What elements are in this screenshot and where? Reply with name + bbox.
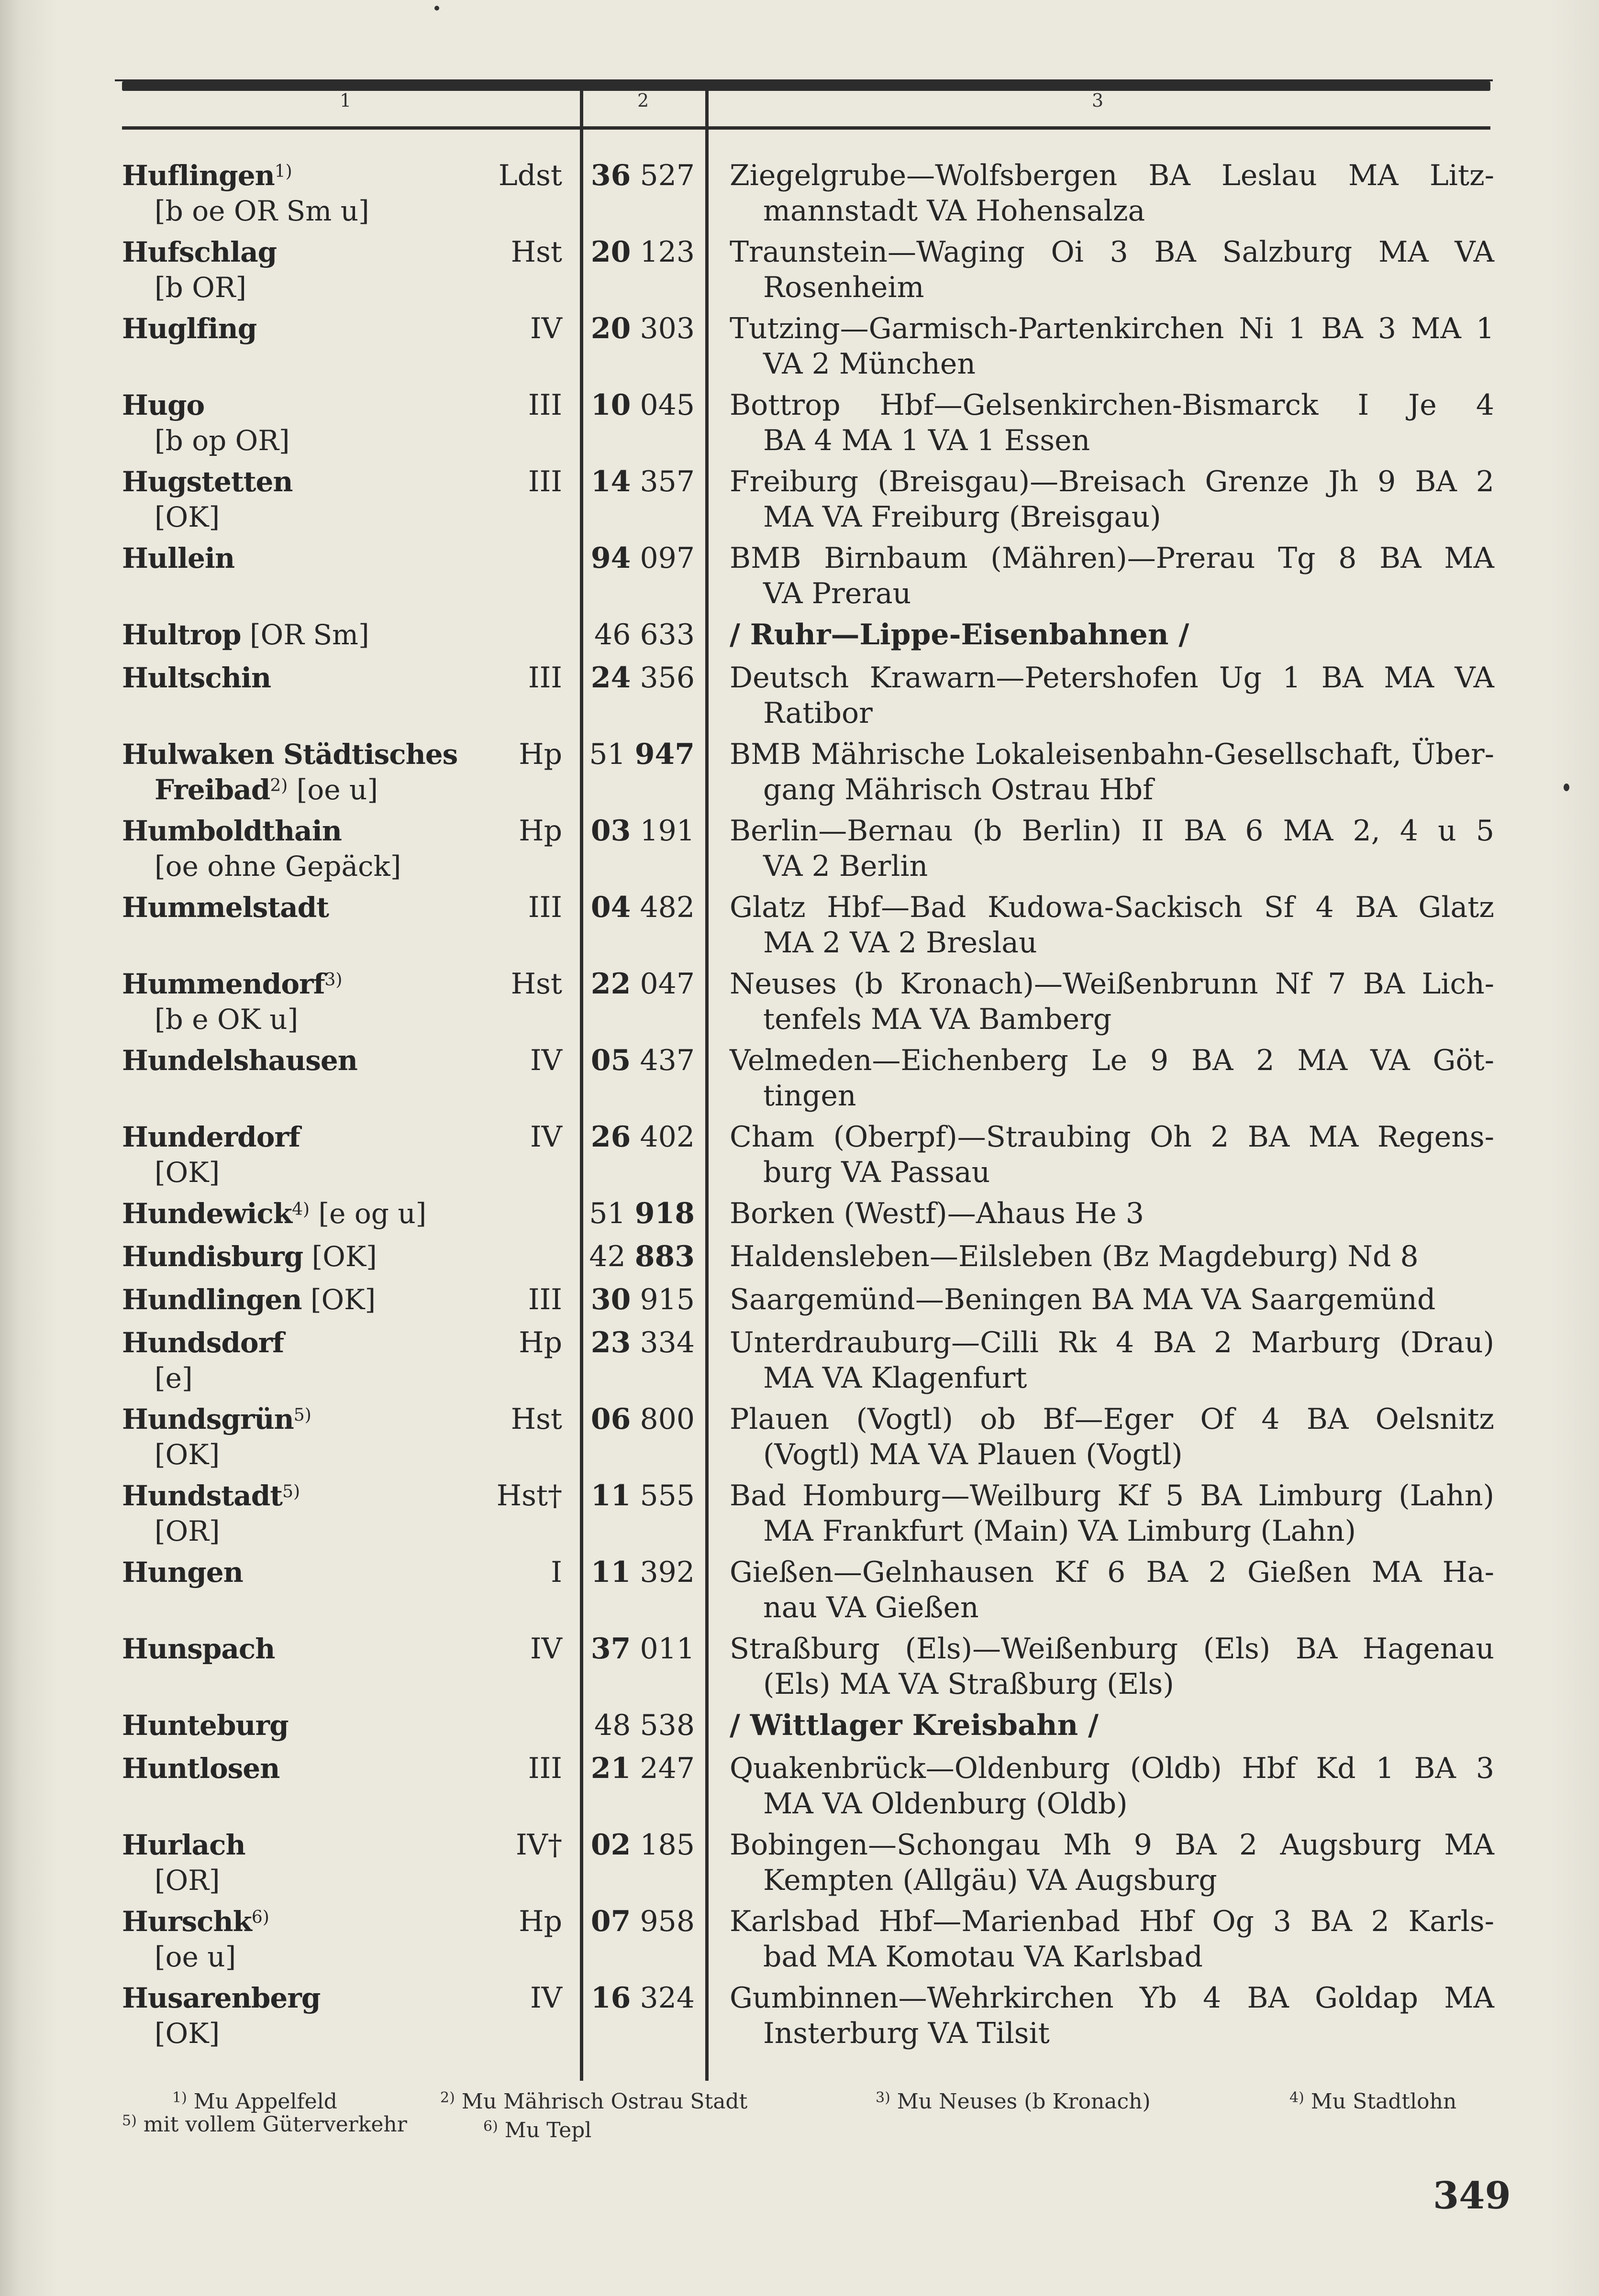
footnote-5: $^{5)}$ mit vollem Güterverkehr	[122, 2112, 407, 2137]
route-line-2: (Els) MA VA Straßburg (Els)	[763, 1667, 1174, 1701]
station-name: Huglfing	[122, 312, 257, 345]
station-number-suffix: 247	[640, 1752, 695, 1785]
station-name: Hugo	[122, 389, 205, 421]
station-number	[589, 1119, 695, 1155]
station-number-prefix: 20	[590, 312, 631, 345]
station-name: Hurlach	[122, 1829, 245, 1861]
route-line-1: Deutsch Krawarn—Petershofen Ug 1 BA MA VA	[730, 661, 1494, 695]
station-number-prefix: 04	[590, 891, 631, 924]
station-number-prefix: 24	[590, 661, 631, 695]
route-line-1: Haldensleben—Eilsleben (Bz Magdeburg) Nd 8	[730, 1240, 1419, 1273]
station-name-continued: Freibad	[155, 773, 270, 806]
route-description	[730, 464, 1494, 535]
station-remark: [oe ohne Gepäck]	[155, 850, 401, 883]
station-name-cell	[122, 1708, 533, 1743]
station-name-cell	[122, 617, 533, 652]
station-class: III	[528, 661, 562, 695]
station-remark: [oe u]	[155, 1941, 236, 1973]
route-description	[730, 1827, 1494, 1898]
route-description	[730, 660, 1494, 731]
page-number: 349	[1433, 2174, 1511, 2218]
route-description	[730, 1478, 1494, 1549]
station-number-suffix: 915	[640, 1283, 695, 1316]
station-number-prefix: 05	[590, 1044, 631, 1077]
route-line-2: MA VA Oldenburg (Oldb)	[763, 1787, 1128, 1821]
footnote-4: $^{4)}$ Mu Stadtlohn	[1289, 2089, 1457, 2114]
station-class: Hp	[519, 814, 562, 848]
station-remark: [e]	[155, 1362, 193, 1394]
station-name: Hummendorf	[122, 968, 325, 1000]
route-line-2: mannstadt VA Hohensalza	[763, 194, 1145, 228]
route-line-1: / Wittlager Kreisbahn /	[730, 1709, 1099, 1742]
route-line-1: Quakenbrück—Oldenburg (Oldb) Hbf Kd 1 BA 3	[730, 1752, 1494, 1785]
station-class: IV	[530, 1044, 562, 1077]
route-line-1: BMB Birnbaum (Mähren)—Prerau Tg 8 BA MA	[730, 541, 1494, 575]
station-name: Hurschk	[122, 1905, 252, 1938]
route-line-1: BMB Mährische Lokaleisenbahn-Gesellschaft, Über-	[730, 738, 1494, 771]
route-description	[730, 813, 1494, 884]
route-line-1: Bottrop Hbf—Gelsenkirchen-Bismarck I Je 4	[730, 388, 1494, 422]
station-number	[589, 1196, 695, 1231]
station-class: III	[528, 388, 562, 422]
station-name: Huntlosen	[122, 1752, 280, 1785]
route-line-1: Karlsbad Hbf—Marienbad Hbf Og 3 BA 2 Karls-	[730, 1905, 1494, 1938]
route-line-2: MA Frankfurt (Main) VA Limburg (Lahn)	[763, 1514, 1356, 1548]
route-line-1: Gießen—Gelnhausen Kf 6 BA 2 Gießen MA Ha-	[730, 1556, 1494, 1589]
station-number	[589, 234, 695, 270]
station-name: Hunteburg	[122, 1709, 289, 1742]
station-number	[589, 1751, 695, 1786]
route-line-2: MA VA Freiburg (Breisgau)	[763, 500, 1161, 534]
station-number	[589, 1631, 695, 1667]
station-number-prefix: 51	[589, 1197, 626, 1230]
route-line-1: Glatz Hbf—Bad Kudowa-Sackisch Sf 4 BA Glatz	[730, 891, 1494, 924]
route-description	[730, 387, 1494, 458]
station-name: Hundelshausen	[122, 1044, 357, 1077]
print-speck	[1564, 784, 1569, 791]
route-line-2: bad MA Komotau VA Karlsbad	[763, 1940, 1203, 1974]
route-description	[730, 158, 1494, 229]
station-number-suffix: 357	[640, 465, 695, 498]
station-number-suffix: 555	[640, 1479, 695, 1512]
station-number-suffix: 402	[640, 1120, 695, 1154]
station-remark: [b oe OR Sm u]	[155, 195, 369, 227]
station-remark: [OR]	[155, 1864, 220, 1897]
route-line-2: VA 2 Berlin	[763, 850, 928, 883]
station-name: Hullein	[122, 542, 235, 574]
station-class: III	[528, 1752, 562, 1785]
route-line-2: VA 2 München	[763, 347, 976, 381]
route-line-1: Velmeden—Eichenberg Le 9 BA 2 MA VA Göt-	[730, 1044, 1494, 1077]
route-line-2: MA VA Klagenfurt	[763, 1361, 1027, 1395]
station-number-suffix: 633	[640, 618, 695, 651]
station-number-prefix: 23	[590, 1326, 631, 1359]
route-description	[730, 1631, 1494, 1702]
station-number-prefix: 06	[590, 1402, 631, 1436]
route-line-1: Gumbinnen—Wehrkirchen Yb 4 BA Goldap MA	[730, 1981, 1494, 2015]
route-line-1: Berlin—Bernau (b Berlin) II BA 6 MA 2, 4 u 5	[730, 814, 1494, 848]
station-number-suffix: 324	[640, 1981, 695, 2015]
column-divider-1	[580, 91, 583, 2081]
station-number-suffix: 045	[640, 388, 695, 422]
station-remark: [OK]	[155, 2017, 220, 2050]
station-number-suffix: 800	[640, 1402, 695, 1436]
route-line-1: Plauen (Vogtl) ob Bf—Eger Of 4 BA Oelsnitz	[730, 1402, 1494, 1436]
station-number-prefix: 48	[594, 1709, 631, 1742]
station-number	[589, 1827, 695, 1863]
footnote-ref: 5)	[293, 1405, 311, 1425]
station-number	[589, 158, 695, 193]
station-number-prefix: 16	[590, 1981, 631, 2015]
station-number-prefix: 14	[590, 465, 631, 498]
footnote-ref: 1)	[274, 162, 292, 181]
station-remark: [OK]	[155, 501, 220, 533]
station-name: Hundlingen	[122, 1283, 302, 1316]
station-number-suffix: 947	[634, 738, 695, 771]
station-name: Hufschlag	[122, 236, 277, 268]
column-header-3: 3	[1092, 90, 1104, 111]
footnote-ref: 5)	[282, 1482, 300, 1501]
footnote-ref: 6)	[251, 1908, 269, 1927]
route-line-2: Rosenheim	[763, 271, 924, 304]
column-divider-2	[705, 91, 709, 2081]
station-name: Hundewick	[122, 1197, 292, 1230]
station-name-cell	[122, 1239, 533, 1274]
station-name: Hungen	[122, 1556, 243, 1589]
route-line-1: Unterdrauburg—Cilli Rk 4 BA 2 Marburg (Drau)	[730, 1326, 1494, 1359]
route-line-1: Borken (Westf)—Ahaus He 3	[730, 1197, 1144, 1230]
footnote-2: $^{2)}$ Mu Mährisch Ostrau Stadt	[440, 2089, 748, 2114]
station-number-prefix: 94	[590, 541, 631, 575]
station-class: Hst	[511, 1402, 562, 1436]
route-line-2: Kempten (Allgäu) VA Augsburg	[763, 1864, 1217, 1897]
route-description	[730, 1282, 1494, 1317]
station-number	[589, 1402, 695, 1437]
station-number-suffix: 303	[640, 312, 695, 345]
station-number	[589, 1282, 695, 1317]
station-number	[589, 1708, 695, 1743]
station-name-cell	[122, 541, 533, 576]
station-class: IV	[530, 1120, 562, 1154]
station-remark: [b op OR]	[155, 424, 290, 457]
route-line-1: Freiburg (Breisgau)—Breisach Grenze Jh 9 BA 2	[730, 465, 1494, 498]
route-line-1: / Ruhr—Lippe-Eisenbahnen /	[730, 618, 1189, 651]
route-description	[730, 966, 1494, 1037]
route-line-2: (Vogtl) MA VA Plauen (Vogtl)	[763, 1438, 1183, 1471]
station-remark: [OK]	[301, 1283, 376, 1316]
route-description	[730, 1043, 1494, 1114]
route-description	[730, 617, 1494, 652]
route-description	[730, 541, 1494, 611]
column-header-2: 2	[637, 90, 649, 111]
station-name: Hultrop	[122, 618, 241, 651]
station-class: I	[551, 1556, 562, 1589]
route-description	[730, 1555, 1494, 1625]
station-name: Hunspach	[122, 1633, 275, 1665]
station-class: IV	[530, 1981, 562, 2015]
route-line-1: Neuses (b Kronach)—Weißenbrunn Nf 7 BA Lich-	[730, 967, 1494, 1001]
station-number	[589, 1239, 695, 1274]
route-line-2: tenfels MA VA Bamberg	[763, 1003, 1112, 1036]
station-name: Hundsgrün	[122, 1403, 294, 1435]
station-name: Hundisburg	[122, 1240, 303, 1273]
station-number	[589, 311, 695, 346]
station-number-suffix: 538	[640, 1709, 695, 1742]
station-remark: [OK]	[303, 1240, 377, 1273]
station-number	[589, 1555, 695, 1590]
footnote-3: $^{3)}$ Mu Neuses (b Kronach)	[876, 2089, 1151, 2114]
station-number-prefix: 10	[590, 388, 631, 422]
station-number-suffix: 958	[640, 1905, 695, 1938]
route-description	[730, 1119, 1494, 1190]
station-number-suffix: 191	[640, 814, 695, 848]
route-line-1: Traunstein—Waging Oi 3 BA Salzburg MA VA	[730, 235, 1494, 269]
route-line-1: Bobingen—Schongau Mh 9 BA 2 Augsburg MA	[730, 1828, 1494, 1862]
station-remark: [OR Sm]	[241, 618, 369, 651]
station-number-suffix: 918	[634, 1197, 695, 1230]
station-name: Hundstadt	[122, 1479, 283, 1512]
station-name-cell	[122, 1196, 533, 1231]
station-number-suffix: 482	[640, 891, 695, 924]
route-line-2: burg VA Passau	[763, 1156, 990, 1189]
station-number	[589, 541, 695, 576]
route-description	[730, 1980, 1494, 2051]
route-description	[730, 1196, 1494, 1231]
route-description	[730, 890, 1494, 960]
station-class: Hp	[519, 1326, 562, 1359]
station-name: Husarenberg	[122, 1982, 321, 2014]
station-remark: [b e OK u]	[155, 1003, 299, 1036]
station-number-suffix: 527	[640, 159, 695, 192]
station-number-prefix: 36	[590, 159, 631, 192]
route-line-2: VA Prerau	[763, 577, 911, 610]
station-number	[589, 1325, 695, 1360]
station-class: Hst†	[496, 1479, 562, 1512]
route-description	[730, 1239, 1494, 1274]
route-description	[730, 1708, 1494, 1743]
station-class: Hst	[511, 235, 562, 269]
station-number-prefix: 11	[590, 1479, 631, 1512]
station-remark: [OR]	[155, 1515, 220, 1547]
route-description	[730, 311, 1494, 382]
station-name: Hugstetten	[122, 465, 293, 498]
station-number	[589, 966, 695, 1002]
station-number-suffix: 097	[640, 541, 695, 575]
station-number-prefix: 26	[590, 1120, 631, 1154]
route-line-2: tingen	[763, 1079, 856, 1113]
station-name: Humboldthain	[122, 815, 342, 847]
station-class: III	[528, 465, 562, 498]
route-line-1: Bad Homburg—Weilburg Kf 5 BA Limburg (Lahn)	[730, 1479, 1494, 1512]
station-number	[589, 1904, 695, 1939]
route-description	[730, 737, 1494, 807]
station-number	[589, 464, 695, 499]
station-number-suffix: 123	[640, 235, 695, 269]
station-name: Hunderdorf	[122, 1121, 300, 1153]
station-number	[589, 1043, 695, 1078]
route-description	[730, 1325, 1494, 1396]
station-number	[589, 737, 695, 772]
footnote-1: $^{1)}$ Mu Appelfeld	[172, 2089, 337, 2114]
station-class: IV	[530, 312, 562, 345]
station-number-prefix: 07	[590, 1905, 631, 1938]
station-remark: [OK]	[155, 1156, 220, 1189]
station-number	[589, 660, 695, 695]
route-line-2: nau VA Gießen	[763, 1591, 979, 1624]
station-number	[589, 890, 695, 925]
footnote-ref: 3)	[324, 970, 343, 990]
route-line-2: MA 2 VA 2 Breslau	[763, 926, 1037, 960]
station-number-prefix: 02	[590, 1828, 631, 1862]
route-description	[730, 234, 1494, 305]
station-number-suffix: 334	[640, 1326, 695, 1359]
station-number-prefix: 21	[590, 1752, 631, 1785]
station-number-suffix: 047	[640, 967, 695, 1001]
station-name: Huflingen	[122, 159, 275, 192]
station-remark: [e og u]	[310, 1197, 427, 1230]
route-line-1: Tutzing—Garmisch-Partenkirchen Ni 1 BA 3 MA 1	[730, 312, 1494, 345]
footnote-ref: 4)	[292, 1200, 310, 1219]
footnote-6: $^{6)}$ Mu Tepl	[483, 2118, 592, 2142]
station-class: III	[528, 1283, 562, 1316]
column-header-1: 1	[340, 90, 352, 111]
station-number	[589, 1478, 695, 1513]
header-rule	[122, 126, 1490, 130]
station-number-prefix: 42	[589, 1240, 626, 1273]
route-line-2: Ratibor	[763, 696, 873, 730]
station-name: Hultschin	[122, 662, 271, 694]
station-number-prefix: 22	[590, 967, 631, 1001]
top-rule	[122, 81, 1490, 91]
station-class: Ldst	[498, 159, 562, 192]
route-line-1: Cham (Oberpf)—Straubing Oh 2 BA MA Regens-	[730, 1120, 1494, 1154]
route-line-1: Straßburg (Els)—Weißenburg (Els) BA Hagenau	[730, 1632, 1494, 1666]
station-number-prefix: 03	[590, 814, 631, 848]
station-remark: [b OR]	[155, 271, 247, 304]
route-description	[730, 1904, 1494, 1975]
station-number-suffix: 011	[640, 1632, 695, 1666]
route-line-2: gang Mährisch Ostrau Hbf	[763, 773, 1154, 806]
route-line-1: Saargemünd—Beningen BA MA VA Saargemünd	[730, 1283, 1436, 1316]
station-class: Hp	[519, 738, 562, 771]
route-line-1: Ziegelgrube—Wolfsbergen BA Leslau MA Litz-	[730, 159, 1494, 192]
station-number-prefix: 11	[590, 1556, 631, 1589]
station-number-suffix: 392	[640, 1556, 695, 1589]
station-number-prefix: 37	[590, 1632, 631, 1666]
station-number-suffix: 185	[640, 1828, 695, 1862]
route-line-2: BA 4 MA 1 VA 1 Essen	[763, 424, 1090, 457]
station-name: Hummelstadt	[122, 891, 329, 924]
print-speck	[434, 6, 439, 11]
station-class: III	[528, 891, 562, 924]
station-name: Hundsdorf	[122, 1326, 284, 1359]
station-number	[589, 813, 695, 849]
footnote-ref: 2)	[270, 776, 288, 795]
station-number-prefix: 51	[589, 738, 626, 771]
station-remark: [OK]	[155, 1438, 220, 1471]
station-number-prefix: 46	[594, 618, 631, 651]
station-number-prefix: 20	[590, 235, 631, 269]
station-class: Hst	[511, 967, 562, 1001]
station-number-suffix: 883	[634, 1240, 695, 1273]
station-number	[589, 387, 695, 423]
station-number	[589, 1980, 695, 2016]
station-remark: [oe u]	[288, 773, 378, 806]
station-class: Hp	[519, 1905, 562, 1938]
station-class: IV†	[515, 1828, 562, 1862]
station-number-suffix: 356	[640, 661, 695, 695]
route-description	[730, 1402, 1494, 1472]
route-line-2: Insterburg VA Tilsit	[763, 2017, 1050, 2050]
station-number-suffix: 437	[640, 1044, 695, 1077]
station-name: Hulwaken Städtisches	[122, 738, 458, 771]
station-class: IV	[530, 1632, 562, 1666]
station-number-prefix: 30	[590, 1283, 631, 1316]
station-number	[589, 617, 695, 652]
route-description	[730, 1751, 1494, 1821]
